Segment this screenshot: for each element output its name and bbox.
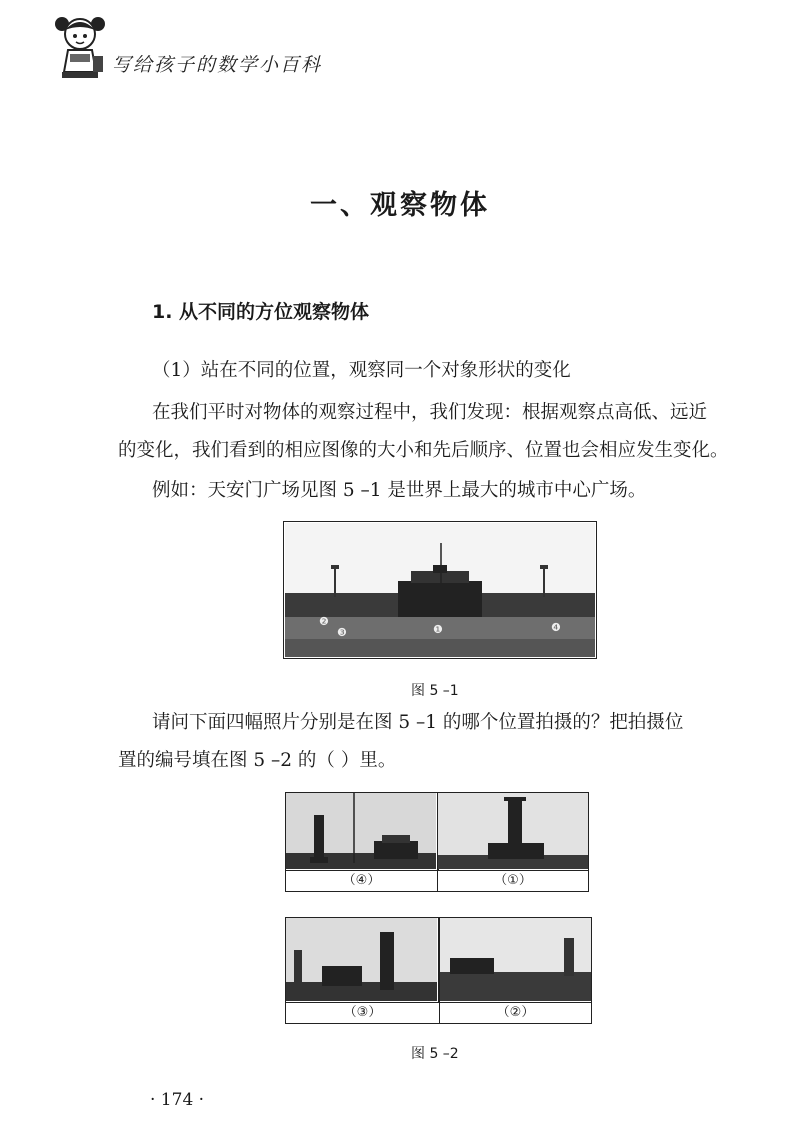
photo-position-1 xyxy=(438,793,588,869)
marker-4: ❹ xyxy=(551,621,561,634)
book-header xyxy=(52,10,342,82)
marker-2: ❷ xyxy=(319,615,329,628)
question-line: 请问下面四幅照片分别是在图 5 –1 的哪个位置拍摄的？把拍摄位 xyxy=(152,712,684,733)
photo-label-1: （①） xyxy=(438,870,588,891)
photo-label-3: （③） xyxy=(286,1002,439,1023)
page-number: · 174 · xyxy=(150,1090,205,1110)
body-paragraph-line: 的变化，我们看到的相应图像的大小和先后顺序、位置也会相应发生变化。 xyxy=(118,440,729,461)
body-paragraph-line: 例如：天安门广场见图 5 –1 是世界上最大的城市中心广场。 xyxy=(152,480,647,501)
photo-label-2: （②） xyxy=(440,1002,591,1023)
chapter-title: 一、观察物体 xyxy=(310,190,490,221)
photo-position-4 xyxy=(286,793,436,869)
girl-mascot-icon xyxy=(52,10,110,82)
photo-grid-bottom xyxy=(285,917,592,1024)
marker-1: ❶ xyxy=(433,623,443,636)
section-title: 1. 从不同的方位观察物体 xyxy=(152,301,370,323)
figure-tiananmen-square xyxy=(283,521,597,659)
photo-position-3 xyxy=(286,918,437,1001)
body-paragraph-line: 在我们平时对物体的观察过程中，我们发现：根据观察点高低、远近 xyxy=(152,402,708,423)
subsection-heading: （1）站在不同的位置，观察同一个对象形状的变化 xyxy=(152,360,571,381)
figure-caption: 图 5 –2 xyxy=(411,1046,459,1062)
marker-3: ❸ xyxy=(337,626,347,639)
photo-label-4: （④） xyxy=(286,870,437,891)
photo-position-2 xyxy=(440,918,591,1001)
question-line: 置的编号填在图 5 –2 的（ ）里。 xyxy=(118,750,397,771)
book-title: 写给孩子的数学小百科 xyxy=(112,54,323,76)
figure-caption: 图 5 –1 xyxy=(411,683,459,699)
tiananmen-square-photo xyxy=(283,521,597,659)
photo-grid-top xyxy=(285,792,589,892)
